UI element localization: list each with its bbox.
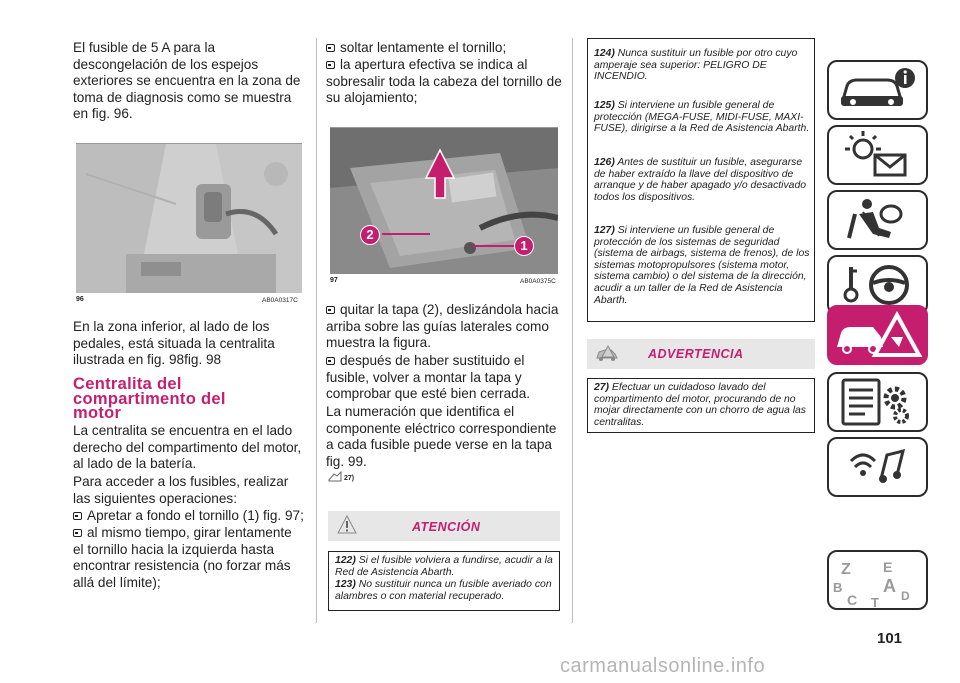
note-124-text: Nunca sustituir un fusible por otro cuyo amperaje sea superior: PELIGRO DE INCENDIO. <box>594 48 798 83</box>
figure-97-callout-2: 2 <box>360 225 380 245</box>
figure-96-drawing <box>76 144 302 293</box>
column-divider-right <box>572 38 573 623</box>
note-127-number: 127) <box>594 225 615 236</box>
tab-multimedia[interactable] <box>827 437 928 497</box>
index-letter-c: C <box>847 592 858 608</box>
bullet-icon <box>326 61 335 69</box>
watermark: carmanualsonline.info <box>560 655 766 677</box>
index-letter-e: E <box>883 559 893 575</box>
bullet-icon <box>326 44 335 52</box>
figure-97-callout-1: 1 <box>514 236 534 256</box>
reference-note-marker <box>328 470 342 488</box>
figure-97-image <box>330 127 558 274</box>
column-divider-left <box>316 38 317 623</box>
step-refit-cover-text: después de haber sustituido el fusible, volver a montar la tapa y comprobar que esté bien cerrada. <box>326 353 531 402</box>
dashboard-lights-icon <box>829 127 926 183</box>
note-127 <box>594 225 812 306</box>
note-125-number: 125) <box>594 100 615 111</box>
emergency-warning-icon <box>829 307 926 363</box>
reference-hand-icon <box>328 471 342 483</box>
figure-97-code: AB0A0375C <box>520 278 556 285</box>
figure-96-image <box>76 143 302 293</box>
warning-title: ADVERTENCIA <box>648 347 744 361</box>
step-remove-cover <box>326 302 562 352</box>
tab-car-info[interactable] <box>827 60 928 120</box>
note-122-text: Si el fusible volviera a fundirse, acudir a la Red de Asistencia Abarth. <box>335 555 553 578</box>
index-letter-z: Z <box>841 561 851 578</box>
index-letter-d: D <box>901 589 910 603</box>
step-press-screw <box>73 508 305 525</box>
maintenance-gear-icon <box>829 374 926 430</box>
bullet-icon <box>326 306 335 314</box>
note-125-text: Si interviene un fusible general de protección (MEGA-FUSE, MIDI-FUSE, MAXI-FUSE), dirigirse a la Red de Asistencia Abarth. <box>594 100 810 135</box>
note-123-number: 123) <box>335 579 356 590</box>
note-123 <box>335 579 557 602</box>
engine-centralita-location-paragraph: La centralita se encuentra en el lado derecho del compartimento del motor, al lado de la batería. <box>73 423 302 472</box>
note-27-text: Efectuar un cuidadoso lavado del compartimento del motor, procurando de no mojar directamente con un chorro de agua las centralitas. <box>594 382 806 428</box>
note-122-number: 122) <box>335 555 356 566</box>
fuse-numbering-paragraph: La numeración que identifica el componente eléctrico correspondiente a cada fusible puede verse en la tapa fig. 99. <box>326 404 557 469</box>
access-fuses-paragraph: Para acceder a los fusibles, realizar las siguientes operaciones: <box>73 474 289 506</box>
note-124-number: 124) <box>594 48 615 59</box>
index-letter-b: B <box>833 580 843 595</box>
note-123-text: No sustituir nunca un fusible averiado con alambres o con material recuperado. <box>335 579 552 602</box>
section-heading-engine-centralita: Centralita del compartimento del motor <box>73 375 226 422</box>
page-number: 101 <box>877 630 903 647</box>
note-124 <box>594 48 812 83</box>
step-turn-screw-text: al mismo tiempo, girar lentamente el tornillo hacia la izquierda hasta encontrar resistencia (no forzar más allá del límite); <box>73 525 292 590</box>
bullet-icon <box>326 357 335 365</box>
note-122 <box>335 555 557 578</box>
car-info-icon <box>829 62 926 118</box>
step-opening-indicated-text: la apertura efectiva se indica al sobresalir toda la cabeza del tornillo de su alojamiento; <box>326 57 562 106</box>
reference-note-label: 27) <box>344 475 355 482</box>
note-27-number: 27) <box>594 382 610 393</box>
note-126-number: 126) <box>594 157 615 168</box>
index-letter-a: A <box>883 576 896 596</box>
attention-warning-icon <box>337 515 357 535</box>
tab-dashboard-lights[interactable] <box>827 125 928 185</box>
warning-notes-box <box>587 378 815 433</box>
attention-notes-box <box>328 551 560 611</box>
index-letter-t: T <box>871 595 879 608</box>
step-remove-cover-text: quitar la tapa (2), deslizándola hacia arriba sobre las guías laterales como muestra la figura. <box>326 302 559 351</box>
bullet-icon <box>73 529 82 537</box>
warning-car-icon <box>594 344 620 364</box>
figure-96-number: 96 <box>76 296 84 303</box>
note-126-text: Antes de sustituir un fusible, asegurarse de haber extraído la llave del dispositivo de arranque y de haber apagado y/o desactivado todos los dispositivos. <box>594 157 807 203</box>
tab-maintenance[interactable] <box>827 372 928 432</box>
step-release-screw-text: soltar lentamente el tornillo; <box>340 40 507 55</box>
tab-alphabetical-index[interactable] <box>827 550 928 610</box>
step-refit-cover <box>326 353 562 403</box>
step-opening-indicated <box>326 57 562 107</box>
note-127-text: Si interviene un fusible general de protección de los sistemas de seguridad (sistema de airbags, sistema de frenos), de los sistemas motopropulsores (sistema motor, sistema cambio) o del sistema de la dirección, acudir a un taller de la Red de Asistencia Abarth. <box>594 225 810 306</box>
alphabetical-index-icon <box>829 552 926 608</box>
attention-title: ATENCIÓN <box>412 520 481 534</box>
tab-safety[interactable] <box>827 190 928 250</box>
fuse-defrost-paragraph: El fusible de 5 A para la descongelación de los espejos exteriores se encuentra en la zona de toma de diagnosis como se muestra en fig. 96. <box>73 40 301 122</box>
step-press-screw-text: Apretar a fondo el tornillo (1) fig. 97; <box>87 508 304 523</box>
pedal-area-paragraph: En la zona inferior, al lado de los pedales, está situada la centralita ilustrada en fig. 98fig. 98 <box>73 319 275 368</box>
multimedia-icon <box>829 439 926 495</box>
figure-96-code: AB0A0317C <box>262 297 298 304</box>
tab-emergency[interactable] <box>827 305 928 365</box>
step-turn-screw <box>73 525 305 591</box>
step-release-screw <box>326 40 562 57</box>
note-125 <box>594 100 812 135</box>
attention-notes-continued-box <box>587 38 815 322</box>
safety-airbag-icon <box>829 192 926 248</box>
note-126 <box>594 157 812 203</box>
bullet-icon <box>73 512 82 520</box>
note-27 <box>594 382 812 428</box>
figure-97-number: 97 <box>330 277 338 284</box>
